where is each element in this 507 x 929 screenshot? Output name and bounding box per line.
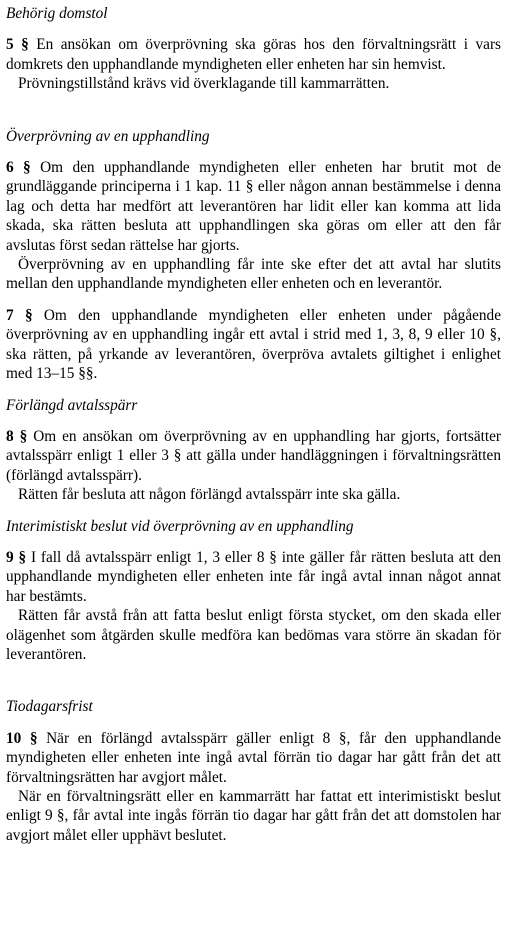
paragraph-10 xyxy=(6,729,501,787)
paragraph-text: En ansökan om överprövning ska göras hos den förvaltningsrätt i vars domkrets den upphandlande myndigheten eller enheten har sin hemvist. xyxy=(6,36,501,73)
section-heading: Tiodagarsfrist xyxy=(6,698,93,716)
section-number: 8 § xyxy=(6,427,28,445)
paragraph-6 xyxy=(6,158,501,255)
paragraph: Överprövning av en upphandling får inte ske efter det att avtal har slutits mellan den upphandlande myndigheten eller enheten och en leverantör. xyxy=(6,256,501,293)
section-number: 7 § xyxy=(6,306,33,324)
paragraph: Prövningstillstånd krävs vid överklagande till kammarrätten. xyxy=(18,75,390,93)
paragraph-7 xyxy=(6,306,501,384)
paragraph-5 xyxy=(6,35,501,74)
paragraph-text: I fall då avtalsspärr enligt 1, 3 eller 8 § inte gäller får rätten besluta att den upphandlande myndigheten eller enheten inte får ingå avtal innan något annat har bestämts. xyxy=(6,548,501,605)
section-heading: Överprövning av en upphandling xyxy=(6,127,210,145)
paragraph-text: Om den upphandlande myndigheten eller enheten har brutit mot de grundläggande principerna i 1 kap. 11 § eller någon annan bestämmelse i denna lag och detta har medfört att leverantören har lidit eller kan komma att lida skada, ska rätten besluta att upphandlingen ska göras om eller att den får avslutas först sedan rättelse har gjorts. xyxy=(6,159,502,254)
section-number: 6 § xyxy=(6,159,31,177)
section-heading: Interimistiskt beslut vid överprövning av en upphandling xyxy=(6,517,354,535)
section-number: 5 § xyxy=(6,36,29,54)
paragraph: Rätten får besluta att någon förlängd avtalsspärr inte ska gälla. xyxy=(18,486,401,504)
paragraph-8 xyxy=(6,427,501,485)
paragraph: När en förvaltningsrätt eller en kammarrätt har fattat ett interimistiskt beslut enligt 9 §, får avtal inte ingås förrän tio dagar har gått från det att domstolen har avgjort målet eller upphävt beslutet. xyxy=(6,788,501,844)
section-heading: Förlängd avtalsspärr xyxy=(6,396,138,414)
paragraph-9 xyxy=(6,548,501,606)
paragraph-text: När en förlängd avtalsspärr gäller enligt 8 §, får den upphandlande myndigheten eller enheten inte ingå avtal förrän tio dagar har gått från det att förvaltningsrätten har avgjort målet. xyxy=(6,729,501,786)
section-heading: Behörig domstol xyxy=(6,5,108,22)
document-page xyxy=(6,4,501,845)
paragraph-text: Om den upphandlande myndigheten eller enheten under pågående överprövning av en upphandling ingår ett avtal i strid med 1, 3, 8, 9 eller 10 §, ska rätten, på yrkande av leverantören, överpröva avtalets giltighet i enlighet med 13–15 §§. xyxy=(6,306,501,383)
paragraph: Rätten får avstå från att fatta beslut enligt första stycket, om den skada eller olägenhet som åtgärden skulle medföra kan bedömas vara större än skadan för leverantören. xyxy=(6,607,501,663)
section-number: 10 § xyxy=(6,729,38,747)
paragraph-text: Om en ansökan om överprövning av en upphandling har gjorts, fortsätter avtalsspärr enligt 1 eller 3 § att gälla under handläggningen i förvaltningsrätten (förlängd avtalsspärr). xyxy=(6,427,501,484)
section-number: 9 § xyxy=(6,548,27,566)
